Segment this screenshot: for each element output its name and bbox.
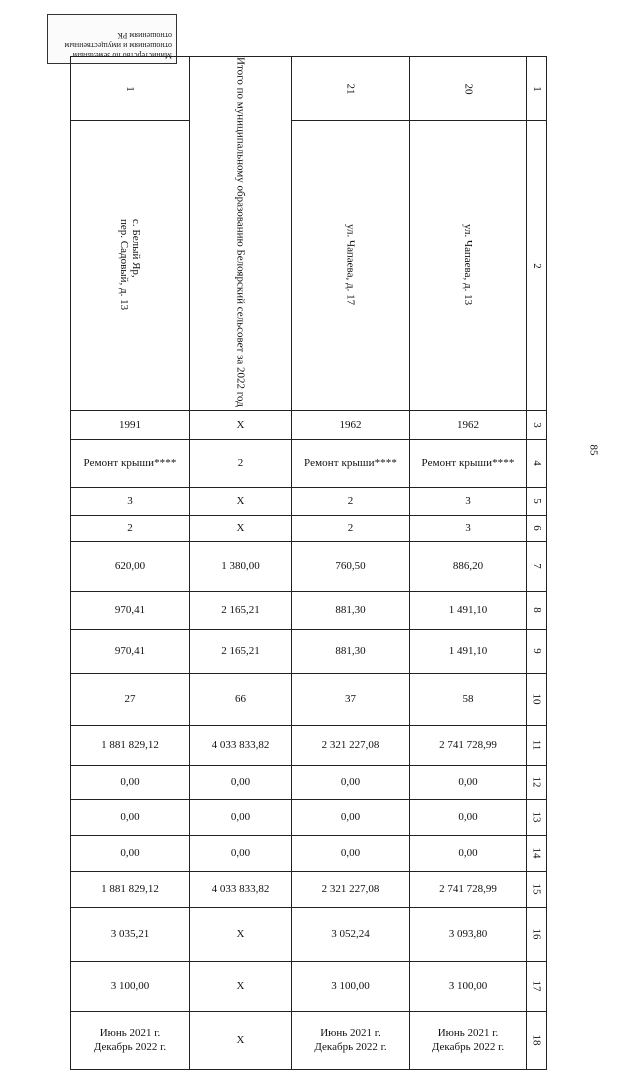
cell: Июнь 2021 г. Декабрь 2022 г.: [410, 1011, 527, 1069]
cell: 2 165,21: [190, 629, 292, 673]
header-total-label: Итого по муниципальному образованию Белоярский сельсовет за 2022 год: [190, 57, 292, 411]
row-number: 10: [527, 673, 547, 725]
row-number: 11: [527, 725, 547, 765]
cell: 2: [292, 515, 410, 541]
table-row: [71, 871, 547, 907]
table-row: [71, 541, 547, 591]
cell: Июнь 2021 г. Декабрь 2022 г.: [71, 1011, 190, 1069]
cell: 0,00: [410, 765, 527, 799]
cell: 2 741 728,99: [410, 725, 527, 765]
cell: 3: [410, 487, 527, 515]
row-number: 12: [527, 765, 547, 799]
cell: 0,00: [71, 765, 190, 799]
cell: 881,30: [292, 591, 410, 629]
cell: 1991: [71, 410, 190, 439]
cell: Ремонт крыши****: [292, 439, 410, 487]
cell: 3 035,21: [71, 907, 190, 961]
row-number: 16: [527, 907, 547, 961]
row-number: 2: [527, 121, 547, 411]
row-number: 3: [527, 410, 547, 439]
cell: 1 491,10: [410, 629, 527, 673]
cell: 1 491,10: [410, 591, 527, 629]
address-col1: с. Белый Яр, пер. Садовый, д. 13: [71, 121, 190, 411]
table-row: [71, 765, 547, 799]
cell: 0,00: [190, 799, 292, 835]
stamp-line: отношениям РК: [117, 31, 172, 40]
table-row: [71, 591, 547, 629]
cell: Х: [190, 515, 292, 541]
cell: 0,00: [190, 765, 292, 799]
cell: 886,20: [410, 541, 527, 591]
cell: 3 100,00: [292, 961, 410, 1011]
row-number: 18: [527, 1011, 547, 1069]
header-col5: 1: [527, 57, 547, 121]
cell: 0,00: [410, 835, 527, 871]
cell: 1 380,00: [190, 541, 292, 591]
cell: 27: [71, 673, 190, 725]
table-row: [71, 410, 547, 439]
cell: 2: [190, 439, 292, 487]
row-number: 8: [527, 591, 547, 629]
cell: Х: [190, 1011, 292, 1069]
row-number: 7: [527, 541, 547, 591]
data-table: [70, 56, 547, 1070]
header-col4: 20: [410, 57, 527, 121]
cell: 620,00: [71, 541, 190, 591]
header-col1: 1: [71, 57, 190, 121]
cell: Ремонт крыши****: [410, 439, 527, 487]
cell: 0,00: [292, 799, 410, 835]
cell: Х: [190, 961, 292, 1011]
cell: 3 052,24: [292, 907, 410, 961]
table-row: [71, 515, 547, 541]
row-number: 9: [527, 629, 547, 673]
cell: 3 100,00: [71, 961, 190, 1011]
cell: 970,41: [71, 591, 190, 629]
cell: 881,30: [292, 629, 410, 673]
cell: 0,00: [71, 835, 190, 871]
stamp-line: Министерство по земельным: [72, 51, 172, 60]
header-col3: 21: [292, 57, 410, 121]
cell: 2 165,21: [190, 591, 292, 629]
cell: 4 033 833,82: [190, 725, 292, 765]
stamp-line: отношениям и имущественным: [64, 41, 172, 50]
row-number: 14: [527, 835, 547, 871]
cell: 3 100,00: [410, 961, 527, 1011]
table-row: [71, 121, 547, 411]
cell: 2 321 227,08: [292, 871, 410, 907]
row-number: 17: [527, 961, 547, 1011]
cell: 1 881 829,12: [71, 871, 190, 907]
cell: 3 093,80: [410, 907, 527, 961]
cell: Х: [190, 410, 292, 439]
table-row: [71, 673, 547, 725]
table-row: [71, 835, 547, 871]
address-col4: ул. Чапаева, д. 13: [410, 121, 527, 411]
table-row: [71, 961, 547, 1011]
cell: 3: [71, 487, 190, 515]
cell: 2: [71, 515, 190, 541]
cell: 4 033 833,82: [190, 871, 292, 907]
cell: 2: [292, 487, 410, 515]
cell: 0,00: [292, 835, 410, 871]
cell: 2 321 227,08: [292, 725, 410, 765]
cell: 0,00: [410, 799, 527, 835]
table-row: [71, 799, 547, 835]
page-number: 85: [587, 444, 600, 456]
cell: 3: [410, 515, 527, 541]
cell: 2 741 728,99: [410, 871, 527, 907]
row-number: 6: [527, 515, 547, 541]
cell: 1962: [410, 410, 527, 439]
row-number: 13: [527, 799, 547, 835]
cell: 970,41: [71, 629, 190, 673]
cell: Х: [190, 487, 292, 515]
cell: Июнь 2021 г. Декабрь 2022 г.: [292, 1011, 410, 1069]
cell: 0,00: [71, 799, 190, 835]
row-number: 4: [527, 439, 547, 487]
table-row: [71, 439, 547, 487]
cell: Ремонт крыши****: [71, 439, 190, 487]
address-col3: ул. Чапаева, д. 17: [292, 121, 410, 411]
cell: 1962: [292, 410, 410, 439]
row-number: 15: [527, 871, 547, 907]
table-row: [71, 1011, 547, 1069]
cell: Х: [190, 907, 292, 961]
cell: 0,00: [292, 765, 410, 799]
table-row: [71, 629, 547, 673]
table-row: [71, 725, 547, 765]
table-row: [71, 487, 547, 515]
cell: 1 881 829,12: [71, 725, 190, 765]
row-number: 5: [527, 487, 547, 515]
table-row-header: [71, 57, 547, 121]
cell: 0,00: [190, 835, 292, 871]
cell: 58: [410, 673, 527, 725]
cell: 66: [190, 673, 292, 725]
table-row: [71, 907, 547, 961]
cell: 760,50: [292, 541, 410, 591]
cell: 37: [292, 673, 410, 725]
